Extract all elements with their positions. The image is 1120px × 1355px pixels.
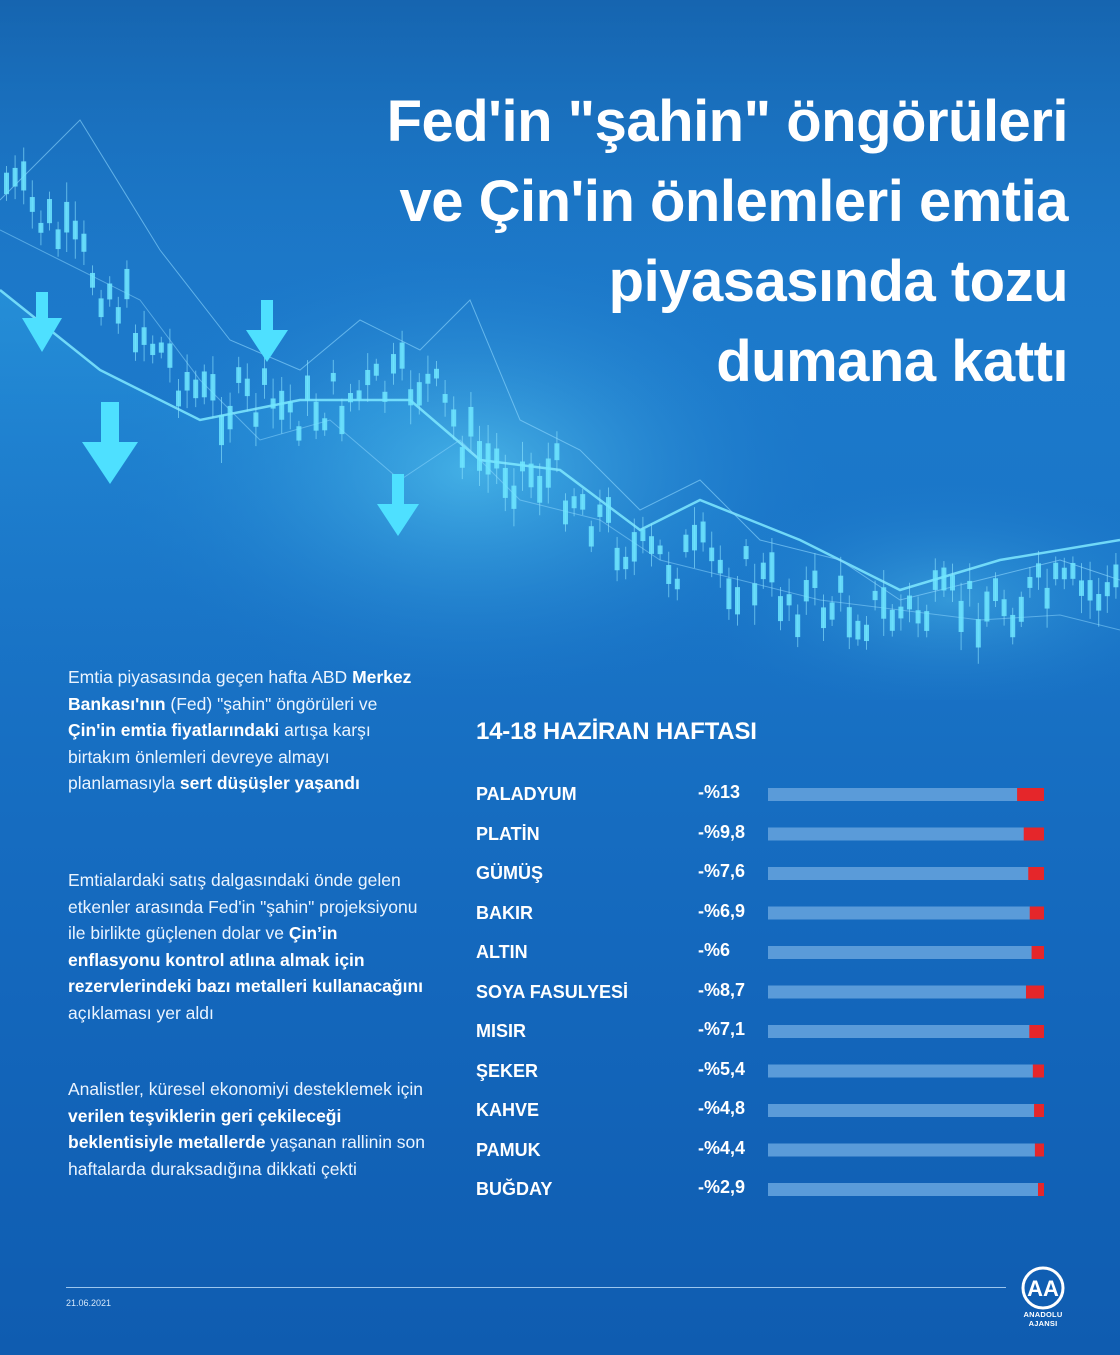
value-label: -%9,8 — [698, 821, 746, 842]
bar-track — [768, 1065, 1044, 1078]
text: yaşanan rallinin son haftalarda duraksadığına dikkati çekti — [68, 1132, 426, 1179]
value-label: -%8,7 — [698, 979, 746, 1000]
value-label: -%6 — [698, 940, 731, 960]
bar-pamuk — [1035, 1144, 1044, 1157]
category-label: PALADYUM — [476, 784, 577, 804]
category-label: ŞEKER — [476, 1060, 539, 1081]
text: (Fed) "şahin" öngörüleri ve — [165, 693, 378, 714]
headline-line-4: dumana kattı — [716, 329, 1068, 394]
bold-text: Çin’in enflasyonu kontrol atlına almak için rezervlerindeki bazı metalleri kullanacağını — [68, 923, 424, 996]
bar-bakir — [1030, 907, 1044, 920]
category-label: KAHVE — [476, 1100, 540, 1120]
value-label: -%6,9 — [698, 900, 746, 921]
category-label: BUĞDAY — [476, 1179, 553, 1199]
value-label: -%7,6 — [698, 861, 746, 881]
category-label: GÜMÜŞ — [476, 863, 543, 883]
text: Emtia piyasasında geçen hafta ABD — [68, 667, 353, 687]
bar-gümüş — [1028, 867, 1044, 880]
footer-divider — [66, 1287, 1006, 1288]
text: Emtialardaki satış dalgasındaki önde gelen etkenler arasında Fed'in "şahin" projeksiyonu ile birlikte güçlenen dolar ve — [68, 870, 418, 943]
bar-plati̇n — [1024, 828, 1044, 841]
bar-track — [768, 1025, 1044, 1038]
value-label: -%4,4 — [698, 1137, 746, 1158]
value-label: -%7,1 — [698, 1019, 746, 1039]
bold-text: sert düşüşler yaşandı — [179, 773, 360, 793]
text: açıklaması yer aldı — [68, 1002, 214, 1023]
bold-text: verilen teşviklerin geri çekileceği beklentisiyle metallerde — [68, 1105, 342, 1152]
bar-track — [768, 907, 1044, 920]
bar-paladyum — [1017, 788, 1044, 801]
bar-track — [768, 1183, 1044, 1196]
category-label: PLATİN — [476, 823, 540, 844]
category-label: MISIR — [476, 1021, 527, 1041]
bar-track — [768, 1144, 1044, 1157]
bold-text: Çin'in emtia fiyatlarındaki — [68, 720, 280, 740]
aa-logo-icon — [1012, 1266, 1074, 1310]
category-label: PAMUK — [476, 1139, 541, 1160]
bar-buğday — [1038, 1183, 1044, 1196]
headline-line-1: Fed'in "şahin" öngörüleri — [386, 89, 1068, 154]
value-label: -%2,9 — [698, 1177, 746, 1197]
bold-text: Merkez Bankası'nın — [68, 667, 412, 714]
logo-name: ANADOLU AJANSI — [1023, 1310, 1063, 1328]
bar-track — [768, 788, 1044, 801]
category-label: SOYA FASULYESİ — [476, 981, 629, 1002]
anadolu-logo — [1012, 1266, 1074, 1326]
publish-date: 21.06.2021 — [66, 1298, 112, 1308]
bar-soya-fasulyesi̇ — [1026, 986, 1044, 999]
category-label: BAKIR — [476, 902, 533, 923]
value-label: -%4,8 — [698, 1098, 746, 1118]
bar-şeker — [1033, 1065, 1044, 1078]
value-label: -%13 — [698, 782, 741, 802]
bar-track — [768, 1104, 1044, 1117]
bar-altin — [1032, 946, 1044, 959]
headline-line-2: ve Çin'in önlemleri emtia — [399, 169, 1068, 234]
logo-mark: AA — [1027, 1276, 1059, 1301]
bar-track — [768, 946, 1044, 959]
bar-misir — [1029, 1025, 1044, 1038]
category-label: ALTIN — [476, 942, 528, 962]
bar-track — [768, 867, 1044, 880]
bar-track — [768, 828, 1044, 841]
bar-track — [768, 986, 1044, 999]
text: Analistler, küresel ekonomiyi desteklemek için — [68, 1079, 424, 1099]
headline-line-3: piyasasında tozu — [608, 249, 1068, 314]
bar-kahve — [1034, 1104, 1044, 1117]
text: artışa karşı birtakım önlemleri devreye almayı planlamasıyla — [68, 720, 371, 793]
value-label: -%5,4 — [698, 1058, 746, 1079]
chart-title: 14-18 HAZİRAN HAFTASI — [476, 718, 757, 745]
